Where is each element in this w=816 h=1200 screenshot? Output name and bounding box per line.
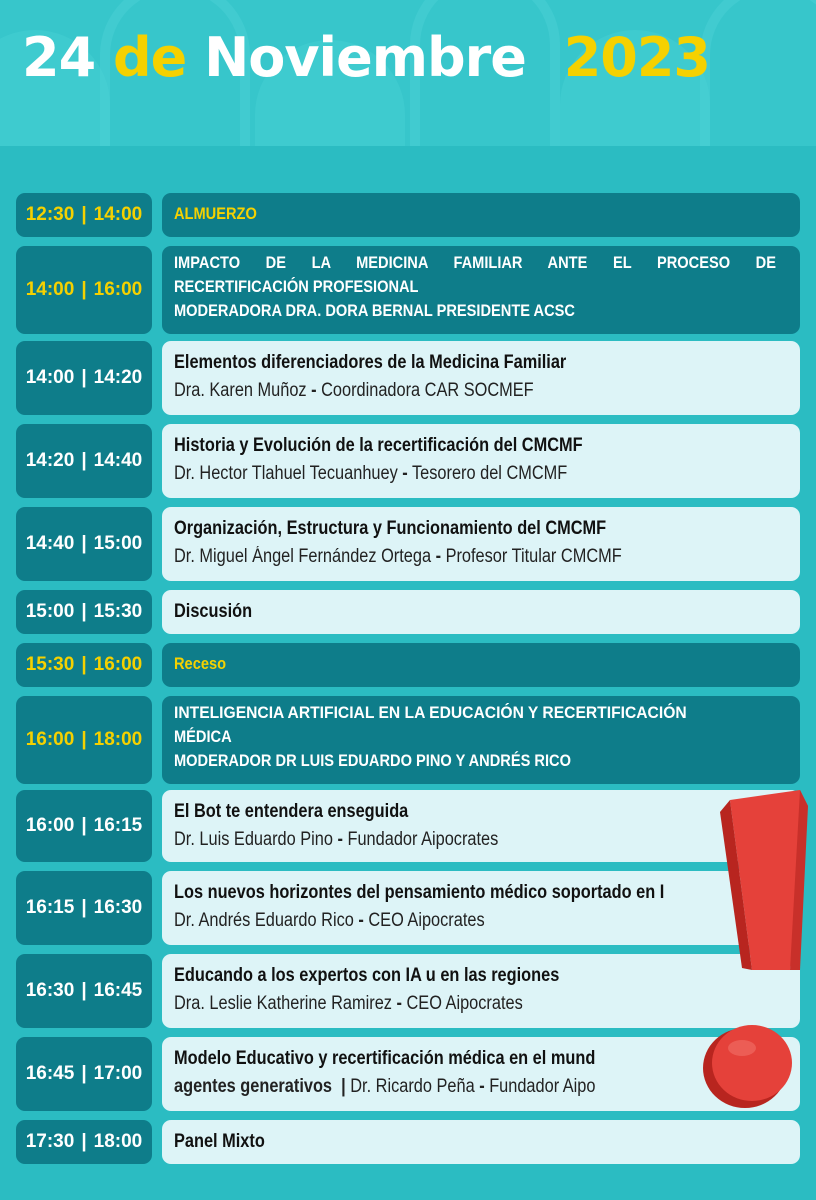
- session-box: [162, 507, 800, 581]
- schedule-row: [16, 954, 800, 1028]
- session-box: [162, 696, 800, 784]
- session-box: [162, 954, 800, 1028]
- session-box: [162, 424, 800, 498]
- session-title: Discusión: [174, 601, 253, 622]
- schedule-row: [16, 696, 800, 784]
- time-slot: 16:00 | 18:00: [16, 696, 152, 784]
- time-slot: 14:00 | 14:20: [16, 341, 152, 415]
- schedule-row: [16, 871, 800, 945]
- schedule-row: [16, 790, 800, 862]
- time-slot: 14:40 | 15:00: [16, 507, 152, 581]
- time-slot: 16:15 | 16:30: [16, 871, 152, 945]
- session-box: [162, 590, 800, 634]
- session-speaker: Dr. Andrés Eduardo Rico - CEO Aipocrates: [174, 910, 485, 931]
- schedule-row: [16, 1120, 800, 1164]
- moderator-line: MODERADORA DRA. DORA BERNAL PRESIDENTE ACSC: [174, 301, 575, 320]
- session-title: Los nuevos horizontes del pensamiento médico soportado en I: [174, 882, 665, 903]
- schedule-row: [16, 643, 800, 687]
- time-slot: 12:30 | 14:00: [16, 193, 152, 237]
- schedule-row: [16, 424, 800, 498]
- session-speaker: Dra. Leslie Katherine Ramirez - CEO Aipocrates: [174, 993, 523, 1014]
- session-box: [162, 871, 800, 945]
- time-slot: 14:00 | 16:00: [16, 246, 152, 334]
- session-speaker: Dr. Hector Tlahuel Tecuanhuey - Tesorero del CMCMF: [174, 463, 568, 484]
- title-year: 2023: [563, 26, 710, 89]
- session-box: [162, 341, 800, 415]
- schedule-row: [16, 341, 800, 415]
- session-box: [162, 790, 800, 862]
- section-heading-line: IMPACTO DE LA MEDICINA FAMILIAR ANTE EL PROCESO DE: [174, 253, 776, 272]
- schedule-row: [16, 193, 800, 237]
- session-title: Panel Mixto: [174, 1131, 265, 1152]
- session-title: Modelo Educativo y recertificación médica en el mund: [174, 1048, 596, 1069]
- section-heading-line: MÉDICA: [174, 727, 232, 746]
- schedule-row: [16, 590, 800, 634]
- session-box: [162, 193, 800, 237]
- title-day: 24: [22, 26, 96, 89]
- session-title: Organización, Estructura y Funcionamiento del CMCMF: [174, 518, 607, 539]
- session-speaker: Dra. Karen Muñoz - Coordinadora CAR SOCMEF: [174, 380, 534, 401]
- schedule-row: [16, 246, 800, 334]
- session-box: [162, 1037, 800, 1111]
- session-title: El Bot te entendera enseguida: [174, 801, 409, 822]
- session-box: [162, 246, 800, 334]
- time-slot: 17:30 | 18:00: [16, 1120, 152, 1164]
- time-slot: 15:00 | 15:30: [16, 590, 152, 634]
- time-slot: 16:00 | 16:15: [16, 790, 152, 862]
- session-title: Educando a los expertos con IA u en las regiones: [174, 965, 560, 986]
- moderator-line: MODERADOR DR LUIS EDUARDO PINO Y ANDRÉS RICO: [174, 751, 571, 770]
- time-slot: 14:20 | 14:40: [16, 424, 152, 498]
- section-heading-line: INTELIGENCIA ARTIFICIAL EN LA EDUCACIÓN Y RECERTIFICACIÓN: [174, 703, 687, 722]
- title-month: Noviembre: [204, 26, 526, 89]
- schedule-row: [16, 1037, 800, 1111]
- time-slot: 16:45 | 17:00: [16, 1037, 152, 1111]
- time-slot: 15:30 | 16:00: [16, 643, 152, 687]
- header-band: [0, 0, 816, 146]
- session-speaker: Dr. Miguel Ángel Fernández Ortega - Profesor Titular CMCMF: [174, 546, 622, 567]
- session-title: ALMUERZO: [174, 204, 257, 223]
- title-de: de: [112, 26, 187, 89]
- schedule-row: [16, 507, 800, 581]
- session-title: Historia y Evolución de la recertificación del CMCMF: [174, 435, 583, 456]
- session-title: Receso: [174, 654, 227, 673]
- session-speaker: Dr. Luis Eduardo Pino - Fundador Aipocrates: [174, 829, 499, 850]
- time-slot: 16:30 | 16:45: [16, 954, 152, 1028]
- section-heading-line: RECERTIFICACIÓN PROFESIONAL: [174, 277, 419, 296]
- session-speaker: agentes generativos | Dr. Ricardo Peña - Fundador Aipo: [174, 1076, 596, 1097]
- session-box: [162, 1120, 800, 1164]
- session-title: Elementos diferenciadores de la Medicina Familiar: [174, 352, 567, 373]
- page-title: [22, 26, 802, 89]
- session-box: [162, 643, 800, 687]
